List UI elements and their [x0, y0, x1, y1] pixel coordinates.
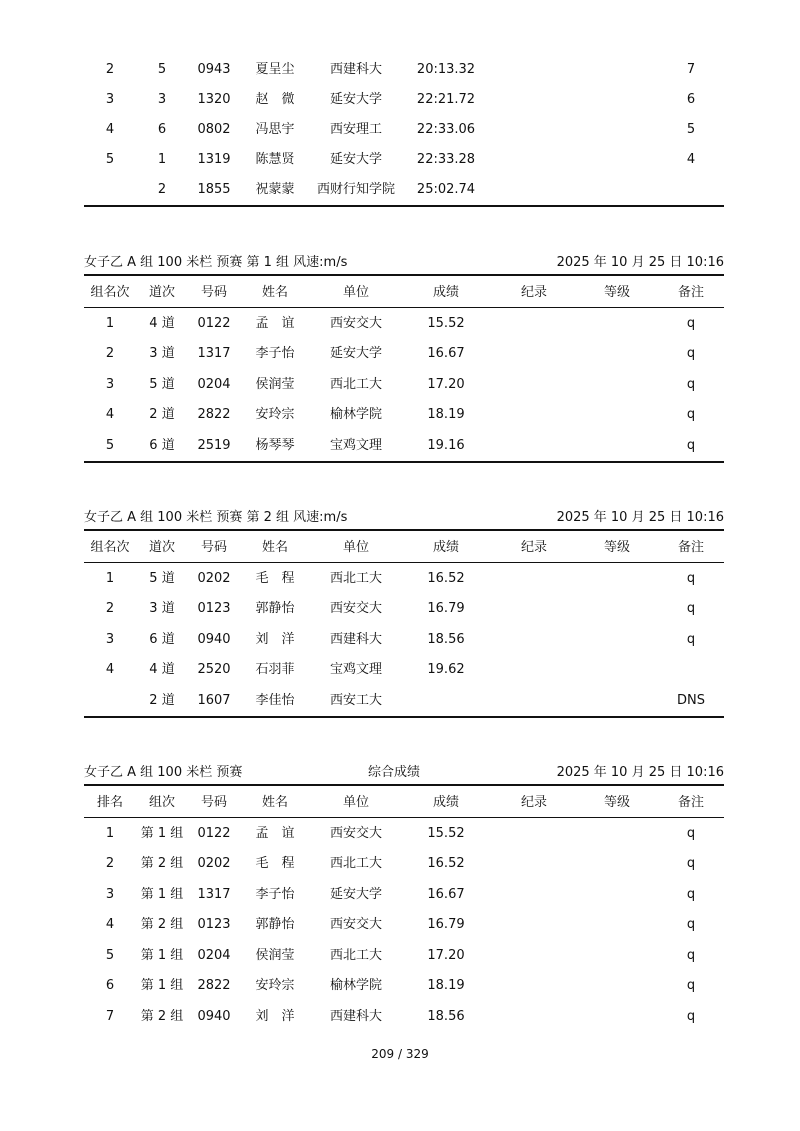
col-header: 备注: [677, 540, 705, 555]
table-row: [84, 910, 724, 940]
table-header: [84, 278, 724, 308]
bib: 0940: [197, 632, 231, 647]
athlete-name: 李子怡: [255, 346, 295, 361]
remark: q: [686, 316, 696, 331]
table-row: [84, 400, 724, 430]
col-header: 单位: [342, 540, 370, 555]
table-row: [84, 941, 724, 971]
result: 18.56: [427, 1009, 465, 1024]
points: 4: [686, 152, 696, 167]
remark: q: [686, 887, 696, 902]
col-header: 号码: [200, 540, 228, 555]
table-row: [84, 625, 724, 655]
unit: 西北工大: [329, 377, 383, 392]
unit: 宝鸡文理: [329, 662, 383, 677]
header-bottom-rule: [84, 817, 724, 818]
table-row: [84, 971, 724, 1001]
athlete-name: 毛 程: [255, 856, 295, 871]
rank: 4: [105, 662, 115, 677]
heat: 第 2 组: [140, 1009, 184, 1024]
bib: 0123: [197, 601, 231, 616]
rank: 4: [105, 917, 115, 932]
athlete-name: 夏呈尘: [255, 62, 295, 77]
col-header: 备注: [677, 795, 705, 810]
rank: 1: [105, 571, 115, 586]
table-row: [84, 370, 724, 400]
section-title: 女子乙 A 组 100 米栏 预赛 第 2 组 风速:m/s: [84, 510, 348, 525]
col-header: 成绩: [432, 540, 460, 555]
bib: 1607: [197, 693, 231, 708]
bib: 0204: [197, 377, 231, 392]
rank: 4: [105, 407, 115, 422]
rank: 2: [105, 346, 115, 361]
unit: 西安交大: [329, 316, 383, 331]
lane: 1: [157, 152, 167, 167]
rank: 2: [105, 856, 115, 871]
header-bottom-rule: [84, 307, 724, 308]
heat: 第 1 组: [140, 826, 184, 841]
result: 22:21.72: [416, 92, 476, 107]
bib: 0943: [197, 62, 231, 77]
lane: 2: [157, 182, 167, 197]
col-header: 排名: [96, 795, 124, 810]
athlete-name: 陈慧贤: [255, 152, 295, 167]
remark: q: [686, 346, 696, 361]
result: 18.19: [427, 407, 465, 422]
table-row: [84, 339, 724, 369]
heat: 第 2 组: [140, 917, 184, 932]
result: 16.67: [427, 346, 465, 361]
lane: 3: [157, 92, 167, 107]
athlete-name: 孟 谊: [255, 316, 295, 331]
unit: 西安工大: [329, 693, 383, 708]
table-row: [84, 145, 724, 175]
remark: q: [686, 571, 696, 586]
result: 20:13.32: [416, 62, 476, 77]
table-row: [84, 849, 724, 879]
rank: 1: [105, 316, 115, 331]
remark: q: [686, 377, 696, 392]
unit: 西建科大: [329, 1009, 383, 1024]
col-header: 组次: [148, 795, 176, 810]
athlete-name: 杨琴琴: [255, 438, 295, 453]
lane: 5 道: [149, 377, 175, 392]
unit: 西安交大: [329, 826, 383, 841]
bib: 2822: [197, 978, 231, 993]
section-date: 2025 年 10 月 25 日 10:16: [556, 255, 724, 270]
rank: 5: [105, 948, 115, 963]
remark: q: [686, 917, 696, 932]
unit: 西安交大: [329, 917, 383, 932]
heat: 第 1 组: [140, 978, 184, 993]
result: 16.79: [427, 601, 465, 616]
header-top-rule: [84, 529, 724, 531]
col-header: 道次: [148, 285, 176, 300]
points: 5: [686, 122, 696, 137]
table-row: [84, 880, 724, 910]
remark: q: [686, 978, 696, 993]
section-title: 女子乙 A 组 100 米栏 预赛 第 1 组 风速:m/s: [84, 255, 348, 270]
col-header: 等级: [603, 285, 631, 300]
unit: 榆林学院: [329, 407, 383, 422]
header-bottom-rule: [84, 562, 724, 563]
rank: 3: [105, 887, 115, 902]
bib: 0940: [197, 1009, 231, 1024]
result: 16.52: [427, 571, 465, 586]
unit: 延安大学: [329, 887, 383, 902]
athlete-name: 冯思宇: [255, 122, 295, 137]
unit: 西北工大: [329, 856, 383, 871]
lane: 3 道: [149, 601, 175, 616]
rank: 5: [105, 152, 115, 167]
result: 17.20: [427, 377, 465, 392]
athlete-name: 毛 程: [255, 571, 295, 586]
result: 19.62: [427, 662, 465, 677]
bib: 0123: [197, 917, 231, 932]
unit: 延安大学: [329, 92, 383, 107]
table-row: [84, 85, 724, 115]
athlete-name: 赵 微: [255, 92, 295, 107]
athlete-name: 郭静怡: [255, 601, 295, 616]
result: 25:02.74: [416, 182, 476, 197]
rank: 6: [105, 978, 115, 993]
col-header: 号码: [200, 285, 228, 300]
bib: 1319: [197, 152, 231, 167]
page-number: 209 / 329: [371, 1047, 429, 1061]
athlete-name: 祝蒙蒙: [255, 182, 295, 197]
athlete-name: 李子怡: [255, 887, 295, 902]
col-header: 姓名: [261, 285, 289, 300]
col-header: 纪录: [520, 540, 548, 555]
header-top-rule: [84, 274, 724, 276]
lane: 6 道: [149, 438, 175, 453]
unit: 宝鸡文理: [329, 438, 383, 453]
table-row: [84, 594, 724, 624]
lane: 6: [157, 122, 167, 137]
lane: 5 道: [149, 571, 175, 586]
table-bottom-rule: [84, 716, 724, 718]
athlete-name: 安玲宗: [255, 978, 295, 993]
remark: q: [686, 601, 696, 616]
heat: 第 1 组: [140, 887, 184, 902]
remark: q: [686, 407, 696, 422]
table-row: [84, 115, 724, 145]
athlete-name: 侯润莹: [255, 377, 295, 392]
col-header: 单位: [342, 285, 370, 300]
remark: q: [686, 1009, 696, 1024]
bib: 0122: [197, 826, 231, 841]
lane: 2 道: [149, 407, 175, 422]
remark: q: [686, 826, 696, 841]
remark: q: [686, 632, 696, 647]
athlete-name: 刘 洋: [255, 1009, 295, 1024]
col-header: 姓名: [261, 540, 289, 555]
section-header: [84, 253, 724, 273]
result: 16.67: [427, 887, 465, 902]
athlete-name: 安玲宗: [255, 407, 295, 422]
col-header: 纪录: [520, 795, 548, 810]
unit: 西建科大: [329, 632, 383, 647]
lane: 5: [157, 62, 167, 77]
rank: 2: [105, 601, 115, 616]
table-row: [84, 564, 724, 594]
section-date: 2025 年 10 月 25 日 10:16: [556, 765, 724, 780]
col-header: 道次: [148, 540, 176, 555]
bib: 0204: [197, 948, 231, 963]
section-header: [84, 508, 724, 528]
result: 18.56: [427, 632, 465, 647]
rank: 2: [105, 62, 115, 77]
bib: 1855: [197, 182, 231, 197]
lane: 4 道: [149, 662, 175, 677]
lane: 2 道: [149, 693, 175, 708]
rank: 4: [105, 122, 115, 137]
col-header: 等级: [603, 795, 631, 810]
bib: 0202: [197, 856, 231, 871]
table-row: [84, 1002, 724, 1032]
rank: 3: [105, 92, 115, 107]
table-header: [84, 533, 724, 563]
unit: 榆林学院: [329, 978, 383, 993]
remark: q: [686, 948, 696, 963]
table-row: [84, 655, 724, 685]
table-bottom-rule: [84, 205, 724, 207]
section-subtitle: 综合成绩: [368, 765, 421, 780]
remark: DNS: [677, 693, 705, 708]
athlete-name: 石羽菲: [255, 662, 295, 677]
unit: 西财行知学院: [316, 182, 396, 197]
result: 18.19: [427, 978, 465, 993]
bib: 0802: [197, 122, 231, 137]
section-header: [84, 763, 724, 783]
athlete-name: 李佳怡: [255, 693, 295, 708]
lane: 6 道: [149, 632, 175, 647]
table-row: [84, 309, 724, 339]
result: 19.16: [427, 438, 465, 453]
bib: 2520: [197, 662, 231, 677]
points: 6: [686, 92, 696, 107]
table-header: [84, 788, 724, 818]
rank: 3: [105, 377, 115, 392]
bib: 0202: [197, 571, 231, 586]
athlete-name: 孟 谊: [255, 826, 295, 841]
heat: 第 1 组: [140, 948, 184, 963]
table-row: [84, 431, 724, 461]
remark: q: [686, 438, 696, 453]
table-row: [84, 686, 724, 716]
unit: 延安大学: [329, 152, 383, 167]
col-header: 号码: [200, 795, 228, 810]
unit: 西建科大: [329, 62, 383, 77]
bib: 2519: [197, 438, 231, 453]
result: 15.52: [427, 316, 465, 331]
table-row: [84, 819, 724, 849]
table-row: [84, 55, 724, 85]
rank: 7: [105, 1009, 115, 1024]
header-top-rule: [84, 784, 724, 786]
athlete-name: 侯润莹: [255, 948, 295, 963]
unit: 延安大学: [329, 346, 383, 361]
col-header: 备注: [677, 285, 705, 300]
col-header: 成绩: [432, 795, 460, 810]
athlete-name: 刘 洋: [255, 632, 295, 647]
result: 15.52: [427, 826, 465, 841]
rank: 3: [105, 632, 115, 647]
col-header: 单位: [342, 795, 370, 810]
table-bottom-rule: [84, 461, 724, 463]
unit: 西安交大: [329, 601, 383, 616]
col-header: 等级: [603, 540, 631, 555]
bib: 1317: [197, 346, 231, 361]
section-date: 2025 年 10 月 25 日 10:16: [556, 510, 724, 525]
col-header: 组名次: [90, 540, 130, 555]
bib: 2822: [197, 407, 231, 422]
col-header: 组名次: [90, 285, 130, 300]
points: 7: [686, 62, 696, 77]
bib: 0122: [197, 316, 231, 331]
unit: 西安理工: [329, 122, 383, 137]
lane: 4 道: [149, 316, 175, 331]
col-header: 成绩: [432, 285, 460, 300]
heat: 第 2 组: [140, 856, 184, 871]
col-header: 纪录: [520, 285, 548, 300]
lane: 3 道: [149, 346, 175, 361]
bib: 1320: [197, 92, 231, 107]
unit: 西北工大: [329, 948, 383, 963]
rank: 1: [105, 826, 115, 841]
result: 16.52: [427, 856, 465, 871]
remark: q: [686, 856, 696, 871]
section-title: 女子乙 A 组 100 米栏 预赛: [84, 765, 243, 780]
result: 17.20: [427, 948, 465, 963]
athlete-name: 郭静怡: [255, 917, 295, 932]
result: 22:33.28: [416, 152, 476, 167]
result: 16.79: [427, 917, 465, 932]
rank: 5: [105, 438, 115, 453]
col-header: 姓名: [261, 795, 289, 810]
table-row: [84, 175, 724, 205]
result: 22:33.06: [416, 122, 476, 137]
bib: 1317: [197, 887, 231, 902]
unit: 西北工大: [329, 571, 383, 586]
